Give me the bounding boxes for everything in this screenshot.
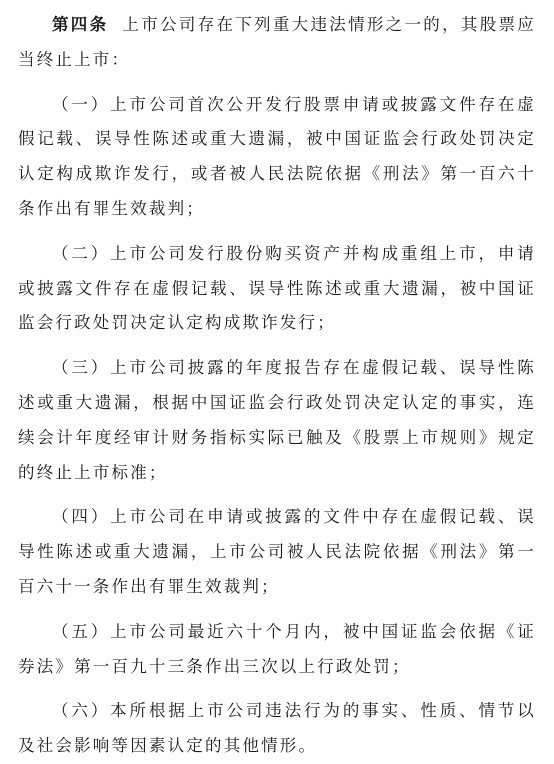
- item-marker: （六）: [52, 701, 111, 721]
- list-item: [18, 88, 536, 227]
- item-text: 上市公司披露的年度报告存在虚假记载、误导性陈述或重大遗漏，根据中国证监会行政处罚决定认定的事实，连续会计年度经审计财务指标实际已触及《股票上市规则》规定的终止上市标准；: [18, 358, 536, 482]
- item-marker: （三）: [52, 358, 111, 378]
- item-marker: （五）: [52, 621, 111, 641]
- item-marker: （四）: [52, 507, 111, 527]
- article-number: 第四条: [52, 15, 109, 34]
- item-text: 上市公司发行股份购买资产并构成重组上市，申请或披露文件存在虚假记载、误导性陈述或重大遗漏，被中国证监会行政处罚决定认定构成欺诈发行；: [18, 243, 536, 333]
- item-text: 本所根据上市公司违法行为的事实、性质、情节以及社会影响等因素认定的其他情形。: [18, 701, 536, 756]
- list-item: [18, 694, 536, 764]
- item-text: 上市公司首次公开发行股票申请或披露文件存在虚假记载、误导性陈述或重大遗漏，被中国证监会行政处罚决定认定构成欺诈发行，或者被人民法院依据《刑法》第一百六十条作出有罪生效裁判；: [18, 94, 536, 218]
- article-intro-text: 上市公司存在下列重大违法情形之一的，其股票应当终止上市：: [18, 15, 536, 69]
- item-text: 上市公司在申请或披露的文件中存在虚假记载、误导性陈述或重大遗漏，上市公司被人民法院依据《刑法》第一百六十一条作出有罪生效裁判；: [18, 507, 536, 596]
- list-item: [18, 237, 536, 341]
- item-marker: （二）: [52, 243, 111, 263]
- item-marker: （一）: [52, 94, 111, 114]
- item-text: 上市公司最近六十个月内，被中国证监会依据《证券法》第一百九十三条作出三次以上行政处罚；: [18, 621, 536, 676]
- list-item: [18, 500, 536, 604]
- list-item: [18, 615, 536, 685]
- list-item: [18, 351, 536, 490]
- article-intro-paragraph: [18, 8, 536, 78]
